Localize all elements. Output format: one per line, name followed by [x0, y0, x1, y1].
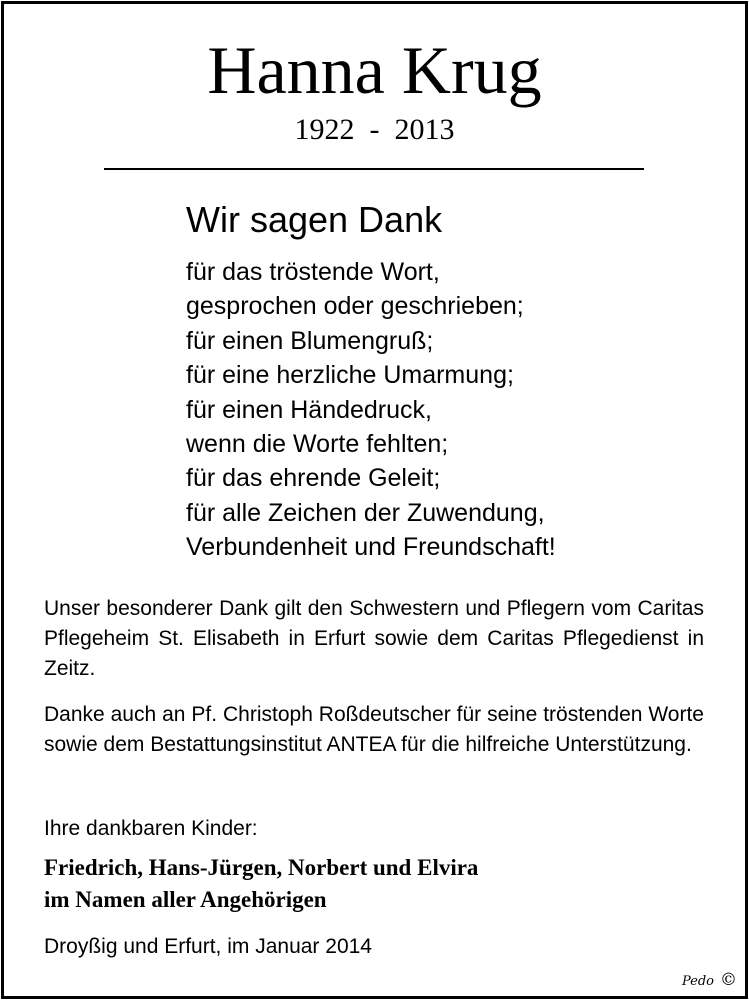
poem-line: für das ehrende Geleit;: [186, 464, 441, 493]
deceased-name: Hanna Krug: [207, 32, 542, 108]
credit-signature: Pedo: [681, 974, 714, 989]
place-and-date: Droyßig und Erfurt, im Januar 2014: [44, 935, 372, 958]
poem-line: für einen Händedruck,: [186, 395, 432, 424]
copyright-icon: ©: [720, 970, 737, 990]
life-dates: 1922 - 2013: [294, 113, 455, 146]
signers-block: [44, 852, 478, 916]
thanks-paragraph-caritas: Unser besonderer Dank gilt den Schwestern und Pflegern vom Caritas Pflegeheim St. Elisabeth in Erfurt sowie dem Caritas Pflegedienst in Zeitz.: [44, 597, 704, 680]
poem-line: wenn die Worte fehlten;: [186, 429, 449, 458]
signers-names: Friedrich, Hans-Jürgen, Norbert und Elvira: [44, 855, 479, 880]
signers-relatives: im Namen aller Angehörigen: [44, 887, 327, 912]
designer-credit: [682, 970, 737, 992]
poem-line: für eine herzliche Umarmung;: [186, 361, 514, 390]
poem-line: für einen Blumengruß;: [186, 326, 434, 355]
thanks-paragraph-pastor: Danke auch an Pf. Christoph Roßdeutscher für seine tröstenden Worte sowie dem Bestattungsinstitut ANTEA für die hilfreiche Unterstützung.: [44, 703, 704, 756]
poem-line: für alle Zeichen der Zuwendung,: [186, 498, 545, 527]
divider-line: [104, 168, 644, 170]
closing-line: Ihre dankbaren Kinder:: [44, 817, 258, 840]
poem-line: für das tröstende Wort,: [186, 258, 440, 286]
poem-line: Verbundenheit und Freundschaft!: [186, 533, 556, 562]
thanks-poem: [186, 255, 556, 565]
poem-line: gesprochen oder geschrieben;: [186, 292, 524, 321]
thanks-heading: Wir sagen Dank: [186, 199, 443, 240]
